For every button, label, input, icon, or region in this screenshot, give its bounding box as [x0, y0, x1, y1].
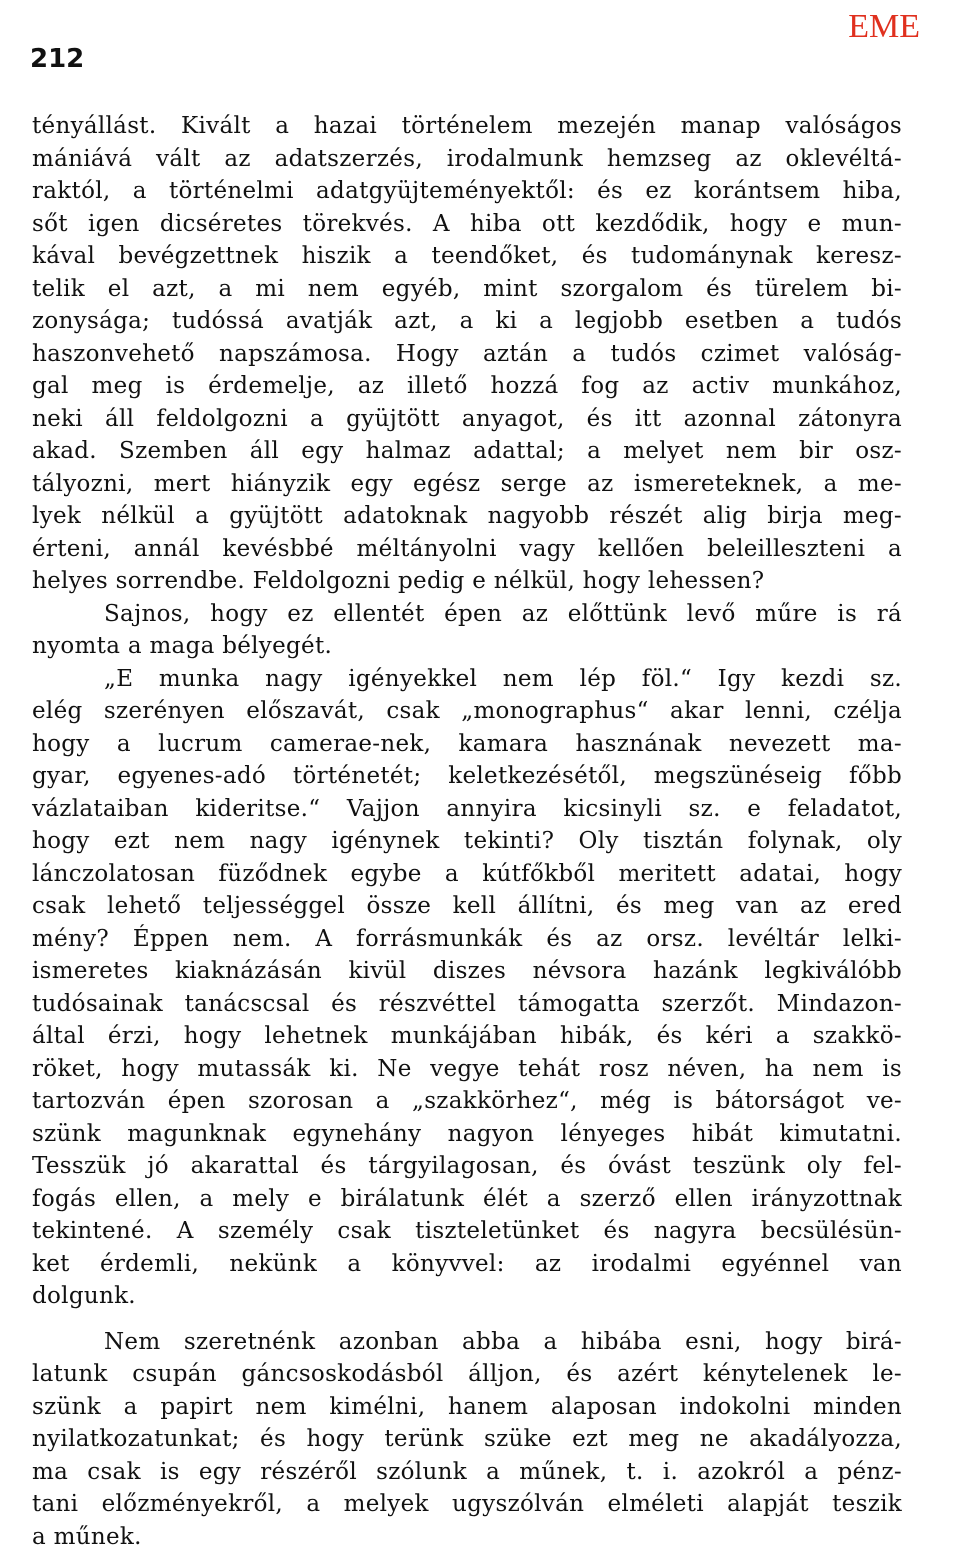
text-line: akad. Szemben áll egy halmaz adattal; a melyet nem bir osz-	[32, 435, 902, 468]
text-line: gyar, egyenes-adó történetét; keletkezésétől, megszünéseig főbb	[32, 760, 902, 793]
text-line: dolgunk.	[32, 1280, 902, 1313]
text-line: neki áll feldolgozni a gyüjtött anyagot, és itt azonnal zátonyra	[32, 403, 902, 436]
text-line: tartozván épen szorosan a „szakkörhez“, még is bátorságot ve-	[32, 1085, 902, 1118]
text-line: ismeretes kiaknázásán kivül diszes névsora hazánk legkiválóbb	[32, 955, 902, 988]
text-line: fogás ellen, a mely e birálatunk élét a szerző ellen irányzottnak	[32, 1183, 902, 1216]
text-line: lánczolatosan füződnek egybe a kútfőkből meritett adatai, hogy	[32, 858, 902, 891]
text-line: mény? Éppen nem. A forrásmunkák és az orsz. levéltár lelki-	[32, 923, 902, 956]
text-line: nyilatkozatunkat; és hogy terünk szüke ezt meg ne akadályozza,	[32, 1423, 902, 1456]
text-line: által érzi, hogy lehetnek munkájában hibák, és kéri a szakkö-	[32, 1020, 902, 1053]
eme-logo: EME	[848, 8, 920, 46]
text-line: tekintené. A személy csak tiszteletünket és nagyra becsülésün-	[32, 1215, 902, 1248]
text-line: szünk a papirt nem kimélni, hanem alaposan indokolni minden	[32, 1391, 902, 1424]
page-header	[0, 0, 960, 80]
text-line: röket, hogy mutassák ki. Ne vegye tehát rosz néven, ha nem is	[32, 1053, 902, 1086]
text-line: haszonvehető napszámosa. Hogy aztán a tudós czimet valóság-	[32, 338, 902, 371]
text-line: kával bevégzettnek hiszik a teendőket, és tudománynak keresz-	[32, 240, 902, 273]
text-line: szünk magunknak egynehány nagyon lényeges hibát kimutatni.	[32, 1118, 902, 1151]
paragraph-gap	[32, 1313, 902, 1326]
text-line: Nem szeretnénk azonban abba a hibába esni, hogy birá-	[32, 1326, 902, 1359]
text-line: nyomta a maga bélyegét.	[32, 630, 902, 663]
text-line: tályozni, mert hiányzik egy egész serge az ismereteknek, a me-	[32, 468, 902, 501]
text-line: latunk csupán gáncsoskodásból álljon, és azért kénytelenek le-	[32, 1358, 902, 1391]
text-line: tényállást. Kivált a hazai történelem mezején manap valóságos	[32, 110, 902, 143]
page-number: 212	[30, 44, 84, 74]
text-line: ket érdemli, nekünk a könyvvel: az irodalmi egyénnel van	[32, 1248, 902, 1281]
paragraph	[32, 110, 902, 598]
text-line: hogy ezt nem nagy igénynek tekinti? Oly tisztán folynak, oly	[32, 825, 902, 858]
text-line: Sajnos, hogy ez ellentét épen az előttünk levő műre is rá	[32, 598, 902, 631]
text-line: elég szerényen előszavát, csak „monographus“ akar lenni, czélja	[32, 695, 902, 728]
text-line: mániává vált az adatszerzés, irodalmunk hemzseg az oklevéltá-	[32, 143, 902, 176]
text-line: raktól, a történelmi adatgyüjteményektől: és ez korántsem hiba,	[32, 175, 902, 208]
text-line: csak lehető teljességgel össze kell állítni, és meg van az ered	[32, 890, 902, 923]
text-line: érteni, annál kevésbbé méltányolni vagy kellően beleilleszteni a	[32, 533, 902, 566]
text-line: sőt igen dicséretes törekvés. A hiba ott kezdődik, hogy e mun-	[32, 208, 902, 241]
text-line: „E munka nagy igényekkel nem lép föl.“ Igy kezdi sz.	[32, 663, 902, 696]
paragraph	[32, 598, 902, 663]
text-line: tani előzményekről, a melyek ugyszólván elméleti alapját teszik	[32, 1488, 902, 1521]
text-line: tudósainak tanácscsal és részvéttel támogatta szerzőt. Mindazon-	[32, 988, 902, 1021]
paragraph	[32, 1326, 902, 1553]
text-line: ma csak is egy részéről szólunk a műnek, t. i. azokról a pénz-	[32, 1456, 902, 1489]
paragraph	[32, 663, 902, 1313]
text-line: telik el azt, a mi nem egyéb, mint szorgalom és türelem bi-	[32, 273, 902, 306]
body-text	[32, 110, 902, 1553]
text-line: lyek nélkül a gyüjtött adatoknak nagyobb részét alig birja meg-	[32, 500, 902, 533]
text-line: vázlataiban kideritse.“ Vajjon annyira kicsinyli sz. e feladatot,	[32, 793, 902, 826]
text-line: a műnek.	[32, 1521, 902, 1553]
text-line: Tesszük jó akarattal és tárgyilagosan, és óvást teszünk oly fel-	[32, 1150, 902, 1183]
text-line: gal meg is érdemelje, az illető hozzá fog az activ munkához,	[32, 370, 902, 403]
text-line: zonysága; tudóssá avatják azt, a ki a legjobb esetben a tudós	[32, 305, 902, 338]
text-line: helyes sorrendbe. Feldolgozni pedig e nélkül, hogy lehessen?	[32, 565, 902, 598]
text-line: hogy a lucrum camerae-nek, kamara hasznának nevezett ma-	[32, 728, 902, 761]
